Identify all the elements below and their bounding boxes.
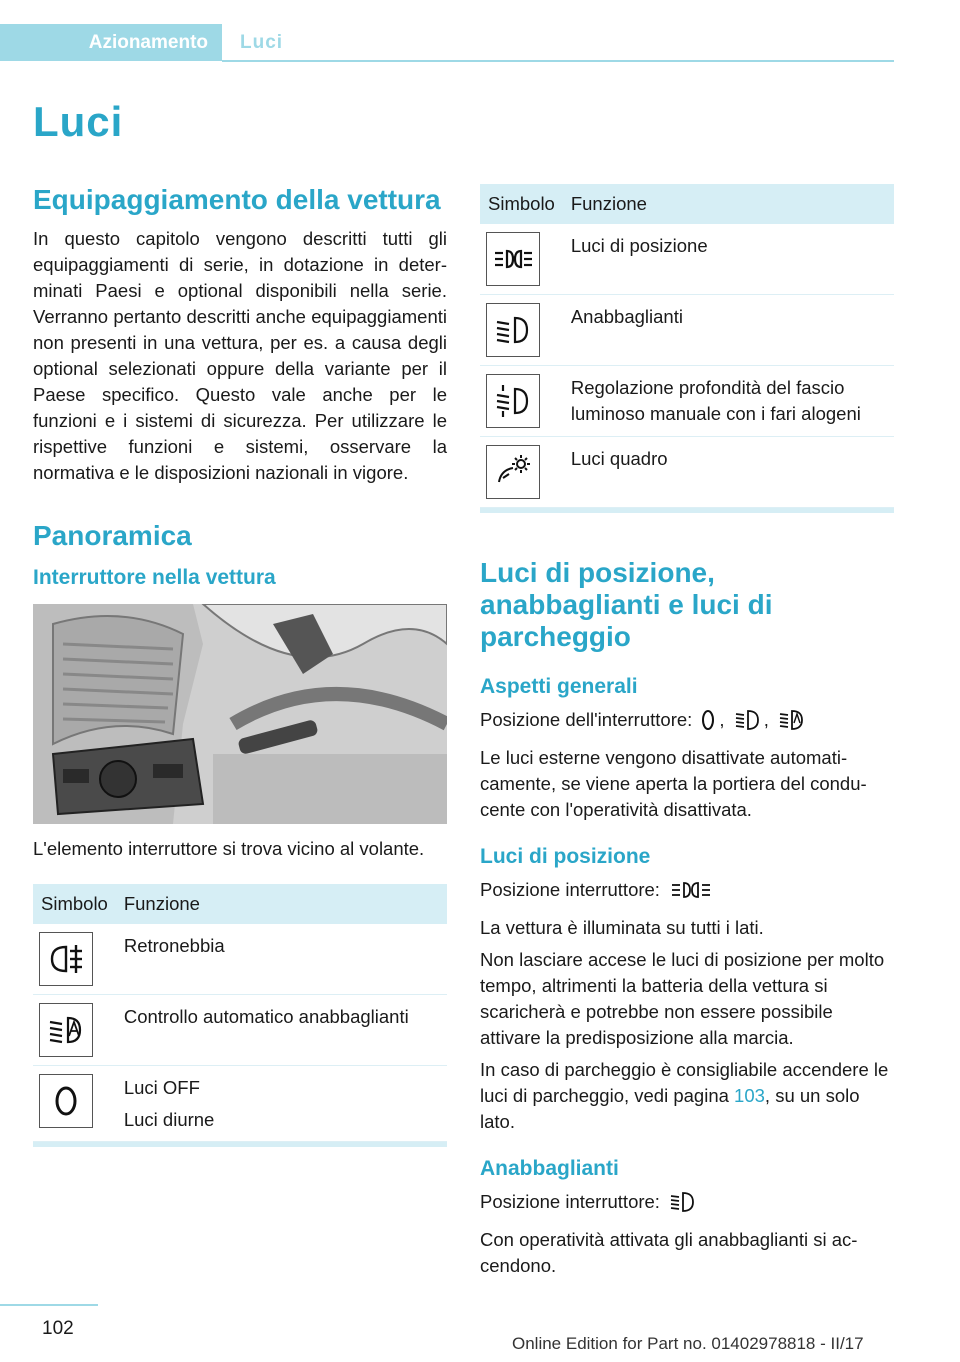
- lowbeam-switch-label: Posizione interruttore:: [480, 1191, 660, 1212]
- auto-headlight-icon: [39, 1003, 93, 1057]
- left-symbol-table: [33, 884, 447, 1142]
- table-row: [480, 295, 894, 366]
- col-function-header: Funzione: [563, 184, 894, 224]
- function-text: Luci di posizione: [563, 224, 894, 295]
- lights-off-icon: [39, 1074, 93, 1128]
- function-text-secondary: Luci diurne: [123, 1109, 215, 1130]
- equipment-heading: Equipaggiamento della vettura: [33, 184, 441, 215]
- header-section-tab[interactable]: Azionamento: [0, 24, 222, 61]
- auto-headlight-icon: [778, 708, 804, 739]
- lowbeam-text: Con operatività attivata gli anabbaglianti si accendono.: [480, 1229, 858, 1276]
- general-switch-label: Posizione dell'interruttore:: [480, 709, 693, 730]
- table-row: [33, 1066, 447, 1142]
- lights-off-icon: [701, 708, 715, 739]
- parking-text-3a: In caso di parcheggio è consigliabile accendere le luci di parcheggio, vedi pagina: [480, 1059, 889, 1106]
- function-text: Regolazione profondità del fascio luminoso manuale con i fari alogeni: [563, 366, 894, 437]
- parking-switch-line: [480, 877, 894, 909]
- general-text: Le luci esterne vengono disattivate automaticamente, se viene aperta la portiera del conducente con l'operatività disattivata.: [480, 747, 867, 820]
- right-symbol-table: [480, 184, 894, 508]
- parking-text-2: Non lasciare accese le luci di posizione per molto tempo, altrimenti la batteria della vettura si scaricherà e potrebbe non essere possibile attivare la predisposizione alla marcia.: [480, 949, 885, 1048]
- page-link[interactable]: 103: [734, 1085, 765, 1106]
- headlight-range-icon: [486, 374, 540, 428]
- function-text: Retronebbia: [116, 924, 447, 995]
- overview-heading: Panoramica: [33, 520, 192, 551]
- header-rule: [222, 60, 894, 62]
- function-text: Luci quadro: [563, 437, 894, 508]
- equipment-text: In questo capitolo vengono descritti tutti gli equipaggiamenti di serie, in dotazione in determinati Paesi e optional disponibili nella serie. Verranno pertanto descritti anche equipaggiamenti non presenti in una vettura, per es. a causa degli optional selezionati oppure della variante per il Paese specifico. Questo vale anche per le funzioni e i sistemi di sicurezza. Per utilizzare le rispettive funzioni e sistemi, osservare la normativa e le disposizioni nazionali in vigore.: [33, 228, 447, 483]
- parking-text-3b: , su un solo lato.: [480, 1085, 860, 1132]
- parking-text-1: La vettura è illuminata su tutti i lati.: [480, 917, 764, 938]
- parking-switch-label: Posizione interruttore:: [480, 879, 660, 900]
- col-symbol-header: Simbolo: [33, 884, 116, 924]
- running-header: [0, 24, 960, 62]
- footer-edition: Online Edition for Part no. 01402978818 - II/17: [512, 1334, 864, 1353]
- table-row: [33, 924, 447, 995]
- header-subsection[interactable]: Luci: [240, 32, 284, 53]
- col-function-header: Funzione: [116, 884, 447, 924]
- function-text: Anabbaglianti: [563, 295, 894, 366]
- parking-light-icon: [669, 878, 713, 909]
- general-heading: Aspetti generali: [480, 675, 638, 698]
- page-number-rule: [0, 1304, 98, 1306]
- table-end-rule: [33, 1142, 447, 1147]
- low-beam-icon: [734, 708, 760, 739]
- table-end-rule: [480, 508, 894, 513]
- right-column: [480, 184, 894, 1285]
- lowbeam-switch-line: [480, 1189, 894, 1221]
- table-row: [33, 995, 447, 1066]
- low-beam-icon: [669, 1190, 695, 1221]
- page-number: 102: [42, 1318, 74, 1339]
- instrument-lighting-icon: [486, 445, 540, 499]
- function-text: Luci OFF: [123, 1077, 200, 1098]
- page-title: Luci: [33, 98, 124, 145]
- photo-caption: L'elemento interruttore si trova vicino al volante.: [33, 838, 425, 859]
- rear-fog-light-icon: [39, 932, 93, 986]
- table-row: [480, 224, 894, 295]
- parking-light-icon: [486, 232, 540, 286]
- lowbeam-heading: Anabbaglianti: [480, 1157, 619, 1180]
- low-beam-icon: [486, 303, 540, 357]
- general-switch-line: Posizione dell'interruttore: , ,: [480, 707, 894, 739]
- left-column: [33, 184, 447, 1147]
- function-text: Controllo automatico anabbaglianti: [116, 995, 447, 1066]
- switch-heading: Interruttore nella vettura: [33, 566, 276, 589]
- lights-section-heading: Luci di posizione, anabbaglianti e luci di parcheggio: [480, 557, 773, 652]
- light-switch-photo: [33, 604, 447, 824]
- table-row: [480, 366, 894, 437]
- parking-heading: Luci di posizione: [480, 845, 651, 868]
- parking-text-3: [480, 1057, 894, 1135]
- table-row: [480, 437, 894, 508]
- col-symbol-header: Simbolo: [480, 184, 563, 224]
